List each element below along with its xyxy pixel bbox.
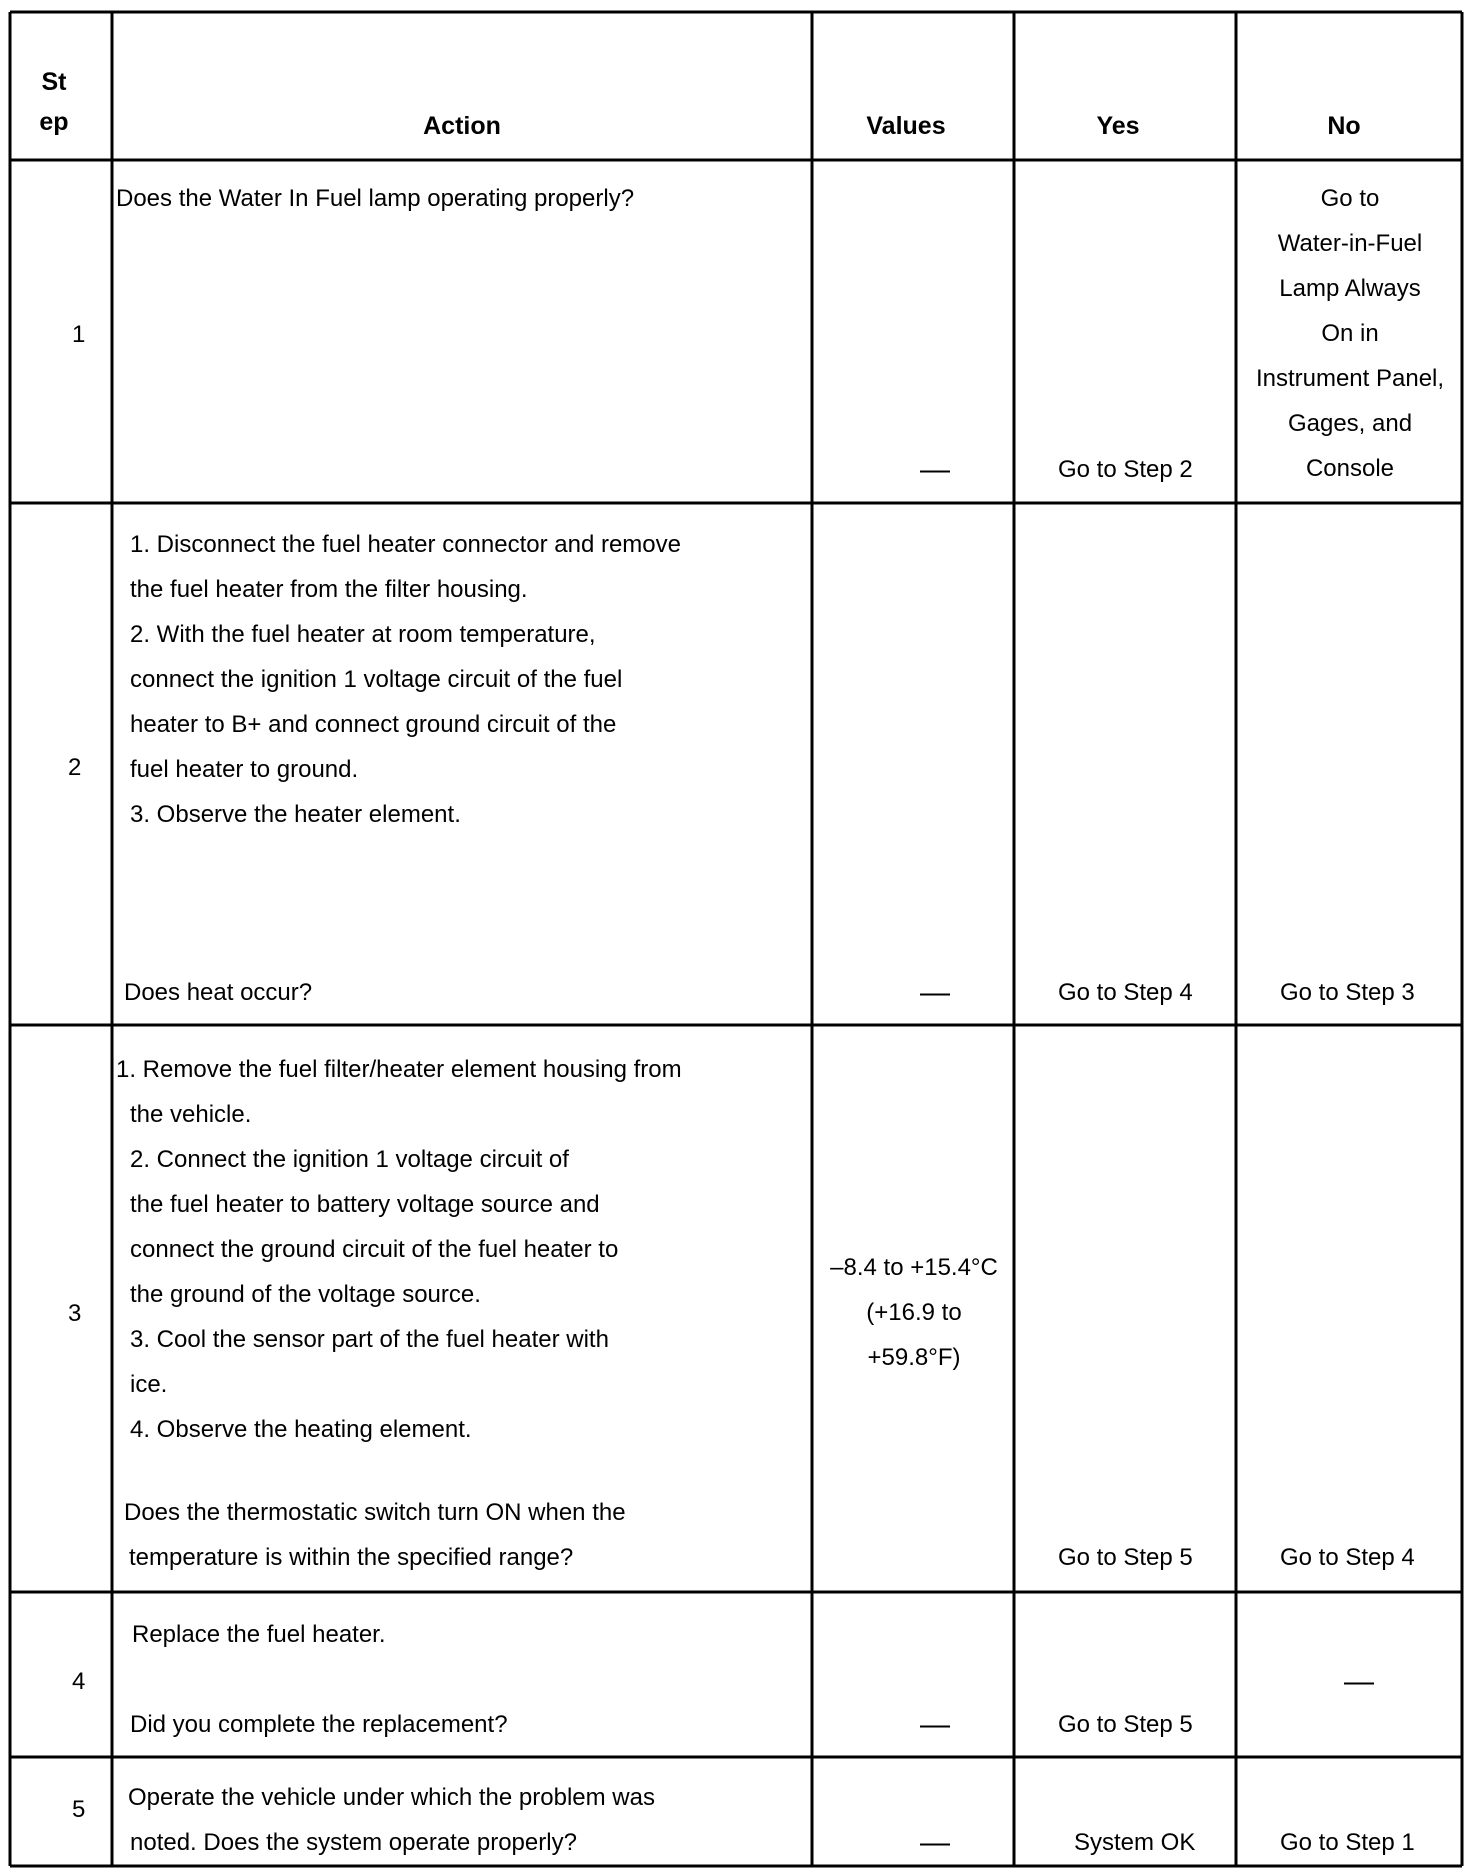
step-number: 5 (72, 1796, 86, 1823)
no-line: Lamp Always (1279, 275, 1421, 302)
action-text: Replace the fuel heater. (132, 1621, 386, 1648)
header-action: Action (423, 112, 501, 140)
values-line: (+16.9 to (866, 1299, 962, 1326)
yes-result: System OK (1074, 1829, 1196, 1856)
no-line: Instrument Panel, (1255, 365, 1445, 392)
action-step-first: 1. Remove the fuel filter/heater element housing from (116, 1056, 682, 1083)
yes-result: Go to Step 2 (1058, 456, 1193, 483)
header-yes: Yes (1096, 112, 1140, 140)
action-question: Does heat occur? (124, 979, 313, 1006)
action-line: the fuel heater from the filter housing. (130, 576, 528, 603)
action-line: connect the ground circuit of the fuel heater to (130, 1236, 619, 1263)
action-question: Does the Water In Fuel lamp operating properly? (116, 185, 635, 212)
no-line: Water-in-Fuel (1277, 230, 1423, 257)
values-dash: — (920, 453, 950, 486)
step-number: 1 (72, 321, 86, 348)
action-line: 2. With the fuel heater at room temperature, (130, 621, 596, 648)
step-number: 3 (68, 1300, 82, 1327)
values-dash: — (920, 976, 950, 1009)
question-line: temperature is within the specified range? (129, 1544, 574, 1571)
values-range (814, 1245, 1014, 1380)
action-line: the vehicle. (130, 1101, 252, 1128)
header-no: No (1327, 112, 1361, 140)
action-steps (130, 1092, 618, 1452)
header-step (12, 62, 96, 142)
action-line: 3. Cool the sensor part of the fuel heater with (130, 1326, 609, 1353)
no-result: — (1344, 1665, 1374, 1698)
action-line: the fuel heater to battery voltage source and (130, 1191, 600, 1218)
action-question: Did you complete the replacement? (130, 1711, 508, 1738)
action-line: 2. Connect the ignition 1 voltage circuit of (130, 1146, 569, 1173)
question-line: Does the thermostatic switch turn ON when the (124, 1499, 626, 1526)
values-line: +59.8°F) (867, 1344, 961, 1371)
no-result: Go to Step 3 (1280, 979, 1415, 1006)
no-result: Go to Step 4 (1280, 1544, 1415, 1571)
action-line: the ground of the voltage source. (130, 1281, 481, 1308)
action-steps (130, 522, 681, 837)
yes-result: Go to Step 5 (1058, 1711, 1193, 1738)
header-step-line-2: ep (39, 108, 69, 136)
step-number: 4 (72, 1668, 86, 1695)
no-line: Go to (1320, 185, 1380, 212)
action-line: fuel heater to ground. (130, 756, 359, 783)
action-text (128, 1775, 655, 1865)
action-line: 3. Observe the heater element. (130, 801, 461, 828)
no-line: Gages, and (1287, 410, 1413, 437)
header-step-line-1: St (41, 68, 67, 96)
action-line: connect the ignition 1 voltage circuit of the fuel (130, 666, 623, 693)
yes-result: Go to Step 5 (1058, 1544, 1193, 1571)
no-line: Console (1305, 455, 1395, 482)
step-number: 2 (68, 754, 82, 781)
action-line: heater to B+ and connect ground circuit of the (130, 711, 617, 738)
header-values: Values (866, 112, 946, 140)
action-line: noted. Does the system operate properly? (130, 1829, 577, 1856)
no-result: Go to Step 1 (1280, 1829, 1415, 1856)
yes-result: Go to Step 4 (1058, 979, 1193, 1006)
values-line: –8.4 to +15.4°C (830, 1254, 998, 1281)
values-dash: — (920, 1708, 950, 1741)
action-line: 4. Observe the heating element. (130, 1416, 472, 1443)
action-question (124, 1490, 626, 1580)
no-line: On in (1321, 320, 1379, 347)
no-result (1238, 176, 1462, 491)
action-line: 1. Disconnect the fuel heater connector and remove (130, 531, 681, 558)
action-line: ice. (130, 1371, 168, 1398)
action-line: Operate the vehicle under which the problem was (128, 1784, 655, 1811)
values-dash: — (920, 1826, 950, 1859)
